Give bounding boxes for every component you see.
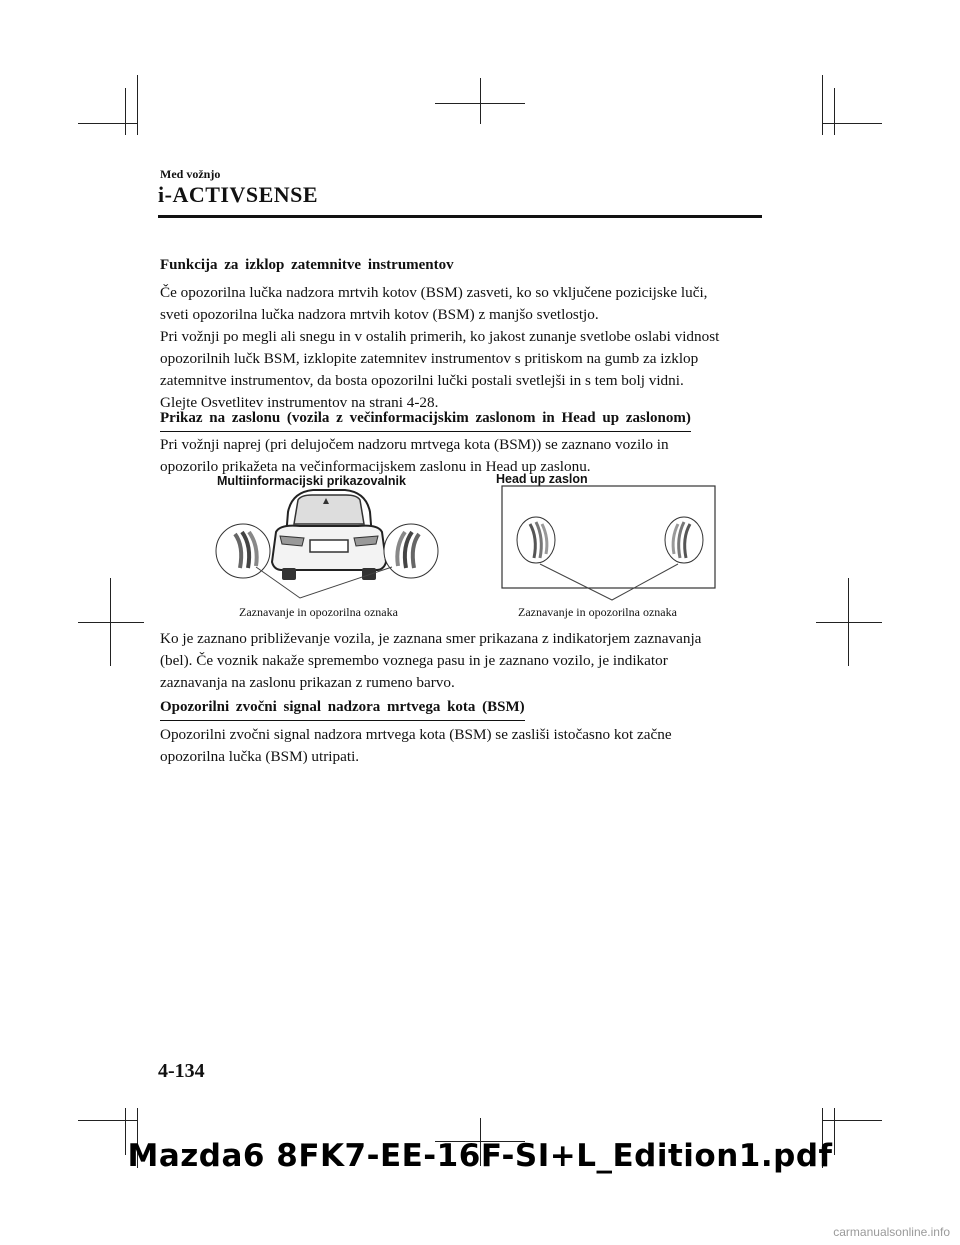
header-rule: [158, 215, 762, 218]
text-line: Opozorilni zvočni signal nadzora mrtvega kota (BSM) se zasliši istočasno kot začne: [160, 726, 672, 743]
page-number: 4-134: [158, 1060, 205, 1082]
figure-label-hud: Head up zaslon: [496, 472, 588, 486]
text-line: zatemnitve instrumentov, da bosta opozorilni lučki postali svetlejši in s tem bolj vidni.: [160, 372, 684, 389]
paragraph-beep: [160, 724, 770, 768]
heading-display-text: Prikaz na zaslonu (vozila z večinformacijskim zaslonom in Head up zaslonom): [160, 407, 691, 432]
text-line: zaznavanja na zaslonu prikazan z rumeno barvo.: [160, 674, 455, 691]
bsm-display-illustration: [200, 484, 730, 606]
text-line: Če opozorilna lučka nadzora mrtvih kotov (BSM) zasveti, ko so vključene pozicijske luči,: [160, 284, 708, 301]
paragraph-dimmer: [160, 282, 770, 414]
heading-display: [160, 407, 770, 432]
text-line: sveti opozorilna lučka nadzora mrtvih kotov (BSM) z manjšo svetlostjo.: [160, 306, 599, 323]
text-line: (bel). Če voznik nakaže spremembo voznega pasu in je zaznano vozilo, je indikator: [160, 652, 668, 669]
right-bsm-indicator-icon: [384, 524, 438, 578]
text-line: Pri vožnji po megli ali snegu in v ostalih primerih, ko jakost zunanje svetlobe oslabi vidnost: [160, 328, 720, 345]
text-line: opozorilo prikažeta na večinformacijskem zaslonu in Head up zaslonu.: [160, 458, 591, 475]
heading-warning-beep: [160, 696, 770, 721]
text-line: Pri vožnji naprej (pri delujočem nadzoru mrtvega kota (BSM)) se zaznano vozilo in: [160, 436, 669, 453]
chapter-title: i-ACTIVSENSE: [158, 182, 319, 207]
watermark: carmanualsonline.info: [833, 1225, 950, 1239]
heading-dimmer-cancel: Funkcija za izklop zatemnitve instrumentov: [160, 257, 454, 273]
hud-left-indicator-icon: [517, 517, 555, 563]
car-rear-icon: [272, 490, 386, 580]
figure-caption-right: Zaznavanje in opozorilna oznaka: [518, 605, 677, 619]
left-bsm-indicator-icon: [216, 524, 270, 578]
paragraph-detection: [160, 628, 770, 694]
hud-right-indicator-icon: [665, 517, 703, 563]
section-label: Med vožnjo: [160, 167, 221, 181]
figure-caption-left: Zaznavanje in opozorilna oznaka: [239, 605, 398, 619]
text-line: opozorilnih lučk BSM, izklopite zatemnitev instrumentov s pritiskom na gumb za izklop: [160, 350, 699, 367]
text-line: Ko je zaznano približevanje vozila, je zaznana smer prikazana z indikatorjem zaznavanja: [160, 630, 702, 647]
text-line: opozorilna lučka (BSM) utripati.: [160, 748, 360, 765]
figure-label-multiinfo: Multiinformacijski prikazovalnik: [217, 474, 406, 488]
document-title: Mazda6 8FK7-EE-16F-SI+L_Edition1.pdf: [127, 1138, 833, 1174]
paragraph-display: [160, 434, 770, 478]
text-line: Glejte Osvetlitev instrumentov na strani 4-28.: [160, 394, 439, 411]
heading-warning-beep-text: Opozorilni zvočni signal nadzora mrtvega kota (BSM): [160, 696, 525, 721]
